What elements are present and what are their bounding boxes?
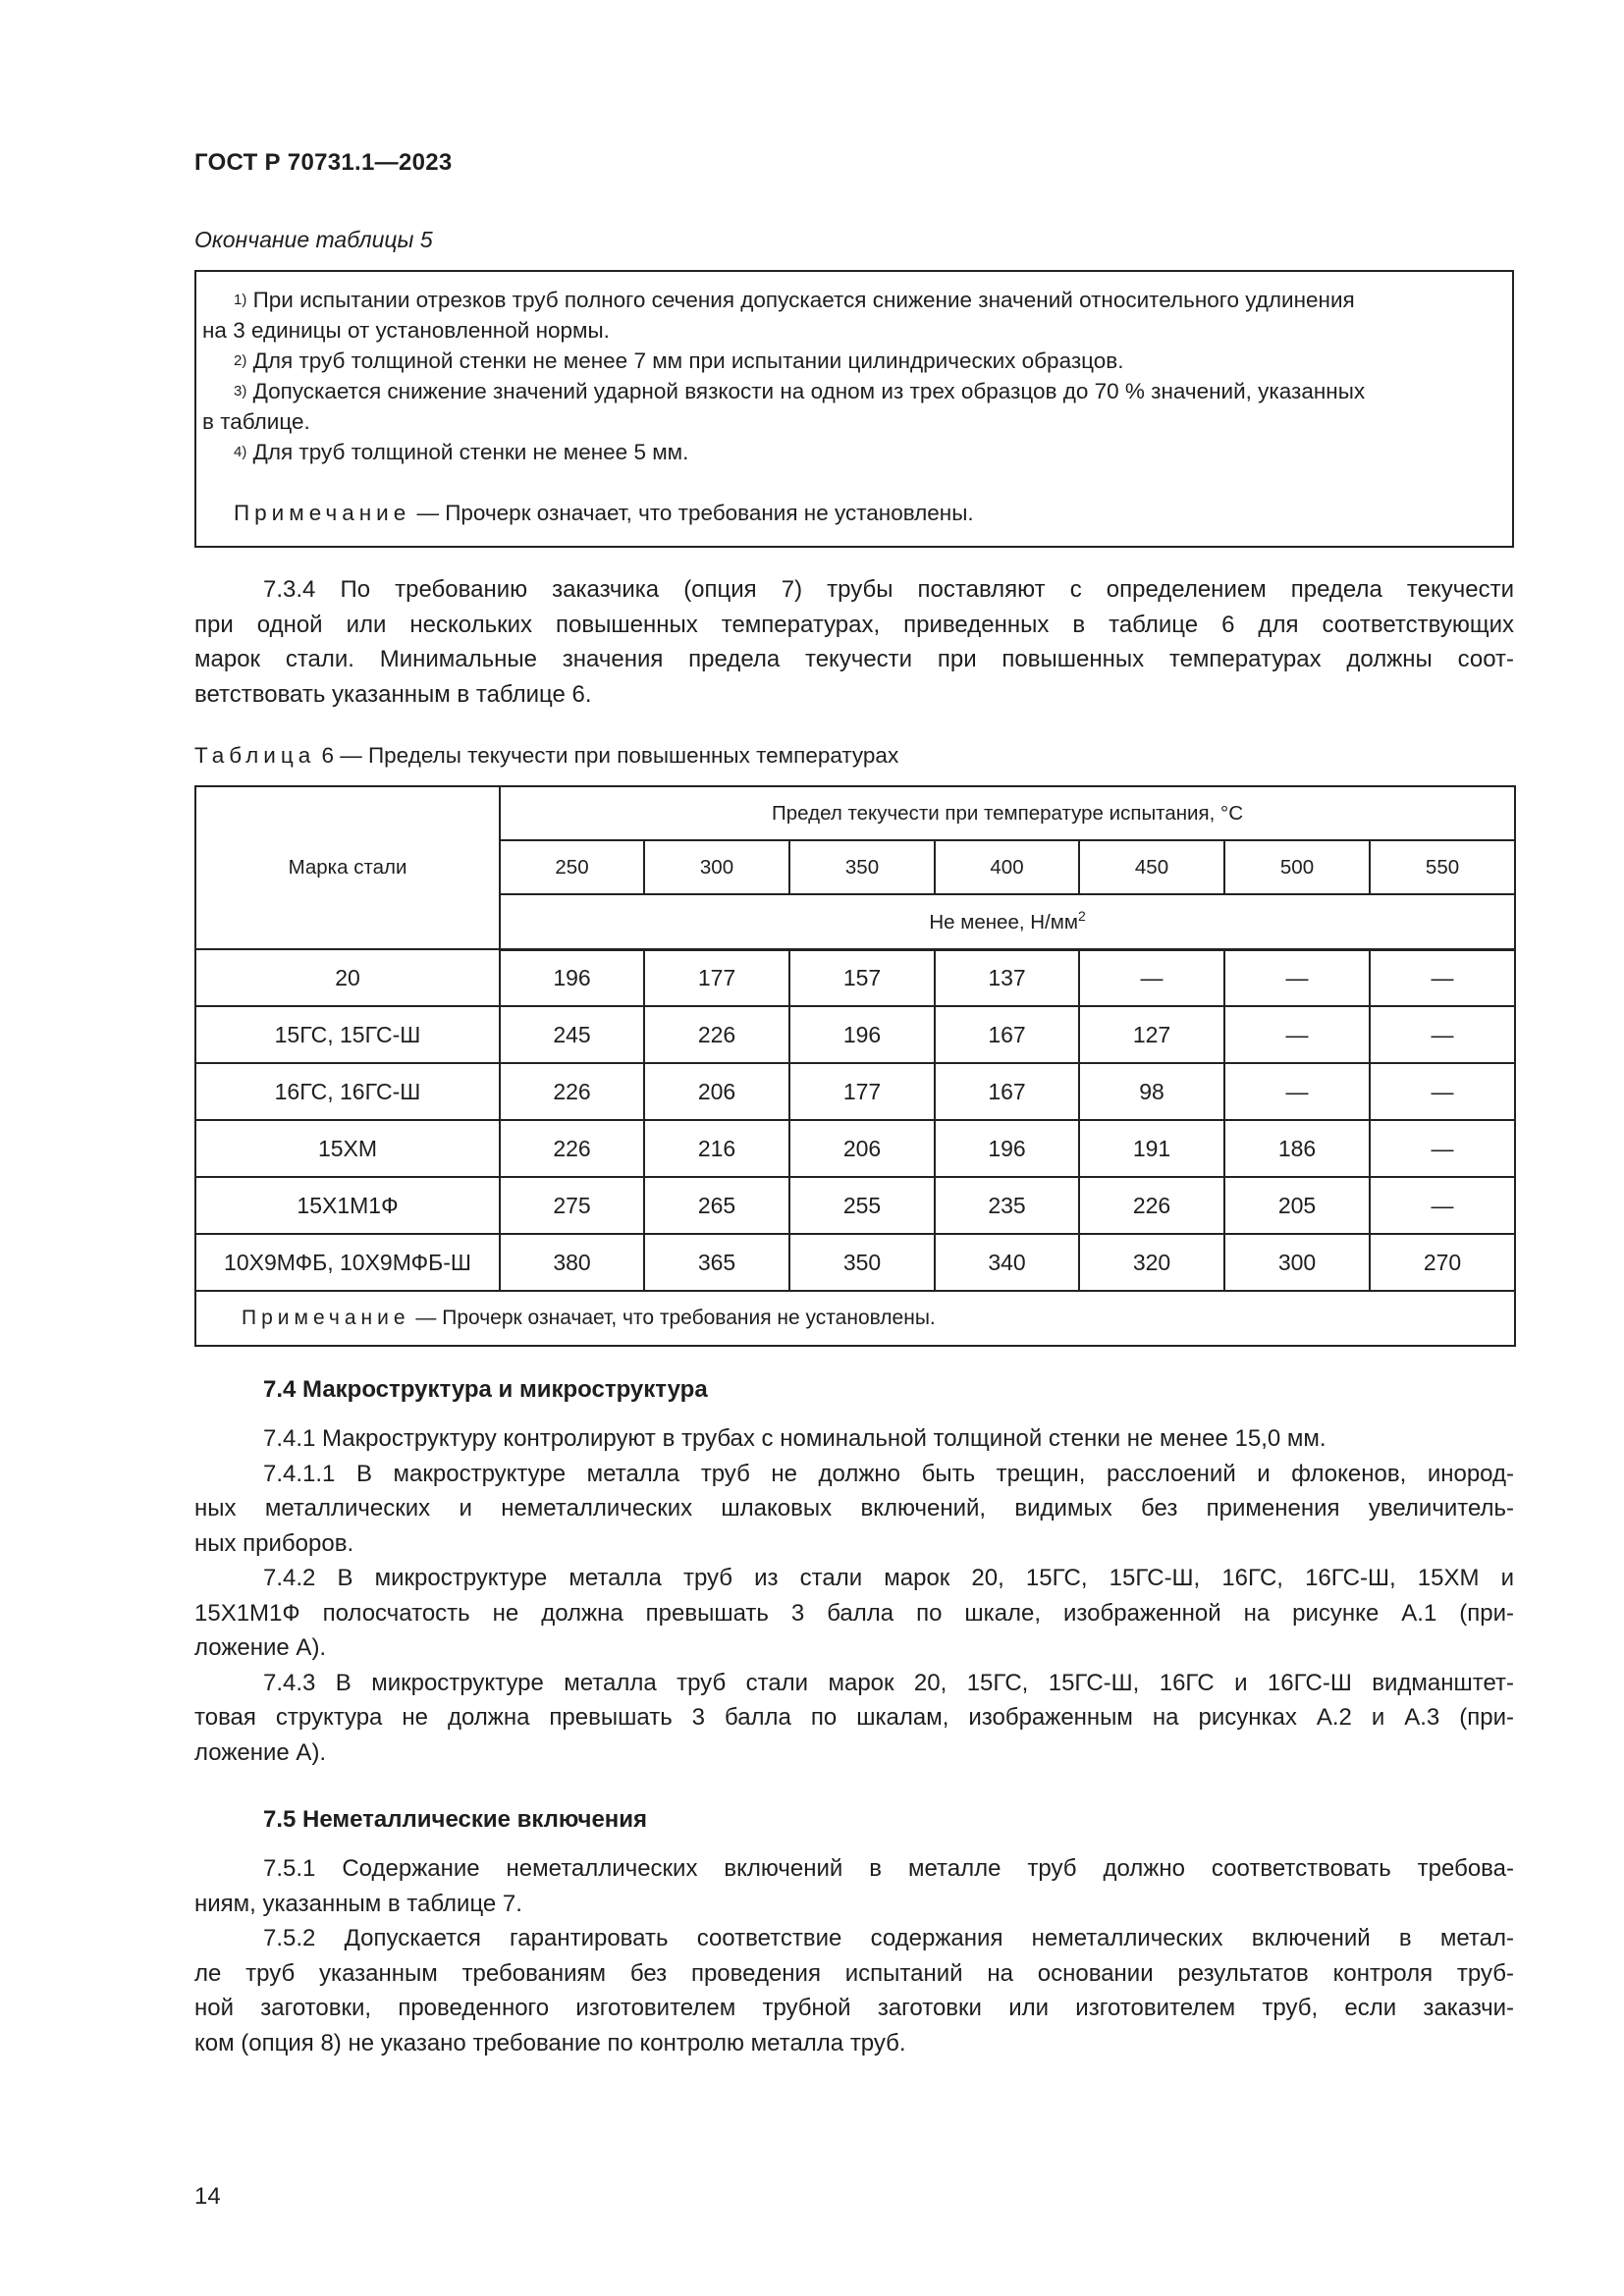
table6 [194, 785, 1516, 1347]
col-header-steel: Марка стали [195, 786, 500, 949]
document-header: ГОСТ Р 70731.1—2023 [194, 149, 453, 176]
unit-header: Не менее, $Н/мм^2$ [500, 894, 1515, 949]
section-7-4-body: 7.4.1 Макроструктуру контролируют в трубах с номинальной толщиной стенки не менее 15,0 мм. 7.4.1.1 В макроструктуре металла труб не должно быть трещин, расслоений и флокенов, инород- ных металлических и неметаллических шлаковых включений, видимых без применения увеличитель- ных приборов. 7.4.2 В микроструктуре металла труб из стали марок 20, 15ГС, 15ГС-Ш, 16ГС, 16ГС-Ш, 15ХМ и 15Х1М1Ф полосчатость не должна превышать 3 балла по шкале, изображенной на рисунке А.1 (при- ложение А). 7.4.3 В микроструктуре металла труб стали марок 20, 15ГС, 15ГС-Ш, 16ГС и 16ГС-Ш видманштет- товая структура не должна превышать 3 балла по шкалам, изображенным на рисунках А.2 и А.3 (при- ложение А). [194, 1425, 1514, 1766]
table6-note: Примечание — Прочерк означает, что требования не установлены. [195, 1291, 1515, 1346]
col-group-header: Предел текучести при температуре испытания, °С [500, 786, 1515, 840]
footnote-3: $^{3)}$ Допускается снижение значений ударной вязкости на одном из трех образцов до 70 % значений, указанных [234, 379, 1366, 403]
table-row: 15ХМ 226 216 206 196 191 186 — [195, 1120, 1515, 1177]
paragraph-7-3-4: 7.3.4 По требованию заказчика (опция 7) трубы поставляют с определением предела текучести при одной или нескольких повышенных температурах, приведенных в таблице 6 для соответствующих марок стали. Минимальные значения предела текучести при повышенных температурах должны соот- ветствовать указанным в таблице 6. [194, 576, 1514, 708]
temp-header: 400 [935, 840, 1079, 894]
page-number: 14 [194, 2183, 221, 2210]
temp-header: 250 [500, 840, 644, 894]
section-7-5-body: 7.5.1 Содержание неметаллических включений в металле труб должно соответствовать требова- ниям, указанным в таблице 7. 7.5.2 Допускается гарантировать соответствие содержания неметаллических включений в метал- ле труб указанным требованиям без проведения испытаний на основании результатов контроля труб- ной заготовки, проведенного изготовителем трубной заготовки или изготовителем труб, если заказчи- ком (опция 8) не указано требование по контролю металла труб. [194, 1855, 1514, 2056]
table5-footnotes-box [194, 270, 1514, 548]
footnote-3-cont: в таблице. [202, 409, 310, 434]
temp-header: 450 [1079, 840, 1224, 894]
table6-caption: Таблица 6 — Пределы текучести при повышенных температурах [194, 743, 899, 768]
section-heading-7-5: 7.5 Неметаллические включения [263, 1806, 648, 1833]
table-row: 20 196 177 157 137 — — — [195, 949, 1515, 1006]
section-heading-7-4: 7.4 Макроструктура и микроструктура [263, 1376, 708, 1403]
table5-note: Примечание — Прочерк означает, что требования не установлены. [234, 501, 974, 525]
temp-header: 550 [1370, 840, 1515, 894]
temp-header: 300 [644, 840, 789, 894]
table-row: 15ГС, 15ГС-Ш 245 226 196 167 127 — — [195, 1006, 1515, 1063]
footnote-1-cont: на 3 единицы от установленной нормы. [202, 318, 610, 343]
footnote-2: $^{2)}$ Для труб толщиной стенки не менее 7 мм при испытании цилиндрических образцов. [234, 348, 1124, 373]
temp-header: 350 [789, 840, 935, 894]
table-row: 16ГС, 16ГС-Ш 226 206 177 167 98 — — [195, 1063, 1515, 1120]
table-continuation-label: Окончание таблицы 5 [194, 227, 433, 252]
table-row: 15Х1М1Ф 275 265 255 235 226 205 — [195, 1177, 1515, 1234]
table-row: 10Х9МФБ, 10Х9МФБ-Ш 380 365 350 340 320 300 270 [195, 1234, 1515, 1291]
temp-header: 500 [1224, 840, 1370, 894]
footnote-4: $^{4)}$ Для труб толщиной стенки не менее 5 мм. [234, 440, 689, 464]
footnote-1: $^{1)}$ При испытании отрезков труб полного сечения допускается снижение значений относительного удлинения [234, 288, 1355, 312]
